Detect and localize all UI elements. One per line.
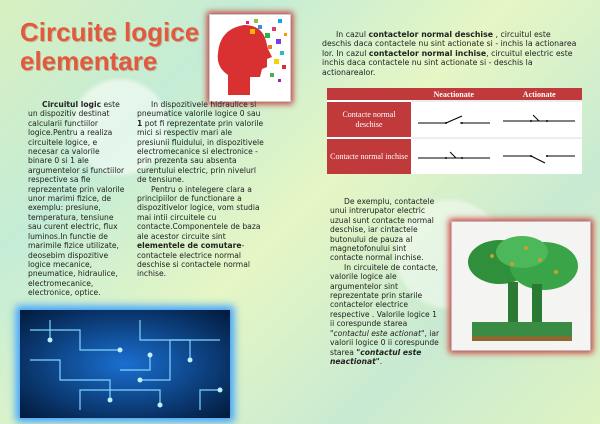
principles-text-b: - contactele electrice normal deschise si contactele normal inchise. [137,241,250,279]
contacts-text-c: , circuitul este deschis daca contactele nu sint actionate si - inchis la actionarea lor. In cazul [322,30,577,58]
example-paragraph: De exemplu, contactele unui intrerupator electric uzual sunt contacte normal deschise, iar cintactele butonului de pauza al magnetofonului sint contacte normal inchise. [330,197,435,263]
logic-italic-1: "contactul este actionat" [330,328,425,338]
contacts-bold-open: contactelor normal deschise [368,30,494,39]
contacts-intro-paragraph [322,30,580,77]
table-header-row [327,88,582,101]
table-row [327,101,582,138]
intro-column [28,100,126,298]
symbol-closed-actuated [497,138,583,174]
contacts-intro-column [322,30,580,77]
principles-paragraph [137,185,265,279]
table-corner [327,88,411,101]
logic-text-c: . [379,356,383,366]
example-column [330,197,440,366]
circuit-tree-image [452,222,590,350]
symbol-open-actuated [497,101,583,138]
header-neactionate: Neactionate [411,88,497,101]
contacts-table [327,88,582,174]
colorful-head-image [210,15,290,101]
hydraulic-bold: 1 [137,118,143,128]
hydraulic-text-a: In dispozitivele hidraulice si pneumatice valorile logice 0 sau [137,100,261,119]
row-normal-closed: Contacte normal inchise [327,138,411,174]
intro-text: este un dispozitiv destinat calcularii functiilor logice.Pentru a realiza circuitele logice, e necesar ca valorile binare 0 si 1 ale argumentelor si functiilor respective sa fie reprezentate prin valorile unor marimi fizice, de exemplu: presiune, temperatura, tensiune sau curent electric, flux luminos.In functie de marimile fizice utilizate, deosebim dispozitive logice mecanice, pneumatice, hidraulice, electromecanice, electronice, optice. [28,100,125,298]
intro-paragraph [28,100,126,298]
page-title: Circuite logice elementare [20,17,200,76]
contacts-bold-closed: contactelor normal inchise [368,48,487,58]
hydraulic-column [137,100,265,279]
principles-bold: elementele de comutare [137,241,242,251]
logic-text-a: In circuitele de contacte, valorile logice ale argumentelor sint reprezentate prin starile contactelor electrice respective . Valorile logice 1 ii corespunde starea [330,262,439,329]
contacts-text-a: In cazul [336,30,369,39]
logic-text-b: , iar valorii logice 0 ii corespunde starea [330,328,440,357]
contacts-text-d: , circuitul electric este inchis daca contactele nu sint actionate si - deschis la actionarealor. [322,48,573,77]
circuit-board-image [20,310,230,418]
principles-text-a: Pentru o intelegere clara a principiilor de functionare a dispozitivelor logice, vom studia mai intii circuitele cu contacte.Componentele de baza ale acestor circuite sint [137,184,261,241]
symbol-open-unactuated [411,101,497,138]
table-row [327,138,582,174]
logic-italic-2: "contactul este neactionat" [330,347,422,366]
hydraulic-paragraph [137,100,265,185]
intro-bold-lead: Circuitul logic [42,100,102,109]
hydraulic-text-b: pot fi reprezentate prin valorile mici si respectiv mari ale presiunii fluidului, in dispozitivele electromecanice si electronice - prin prezenta sau absenta curentului electric, prin nivelurl de tensiune. [137,118,264,185]
row-normal-open: Contacte normal deschise [327,101,411,138]
header-actionate: Actionate [497,88,583,101]
symbol-closed-unactuated [411,138,497,174]
logic-values-paragraph [330,263,440,366]
